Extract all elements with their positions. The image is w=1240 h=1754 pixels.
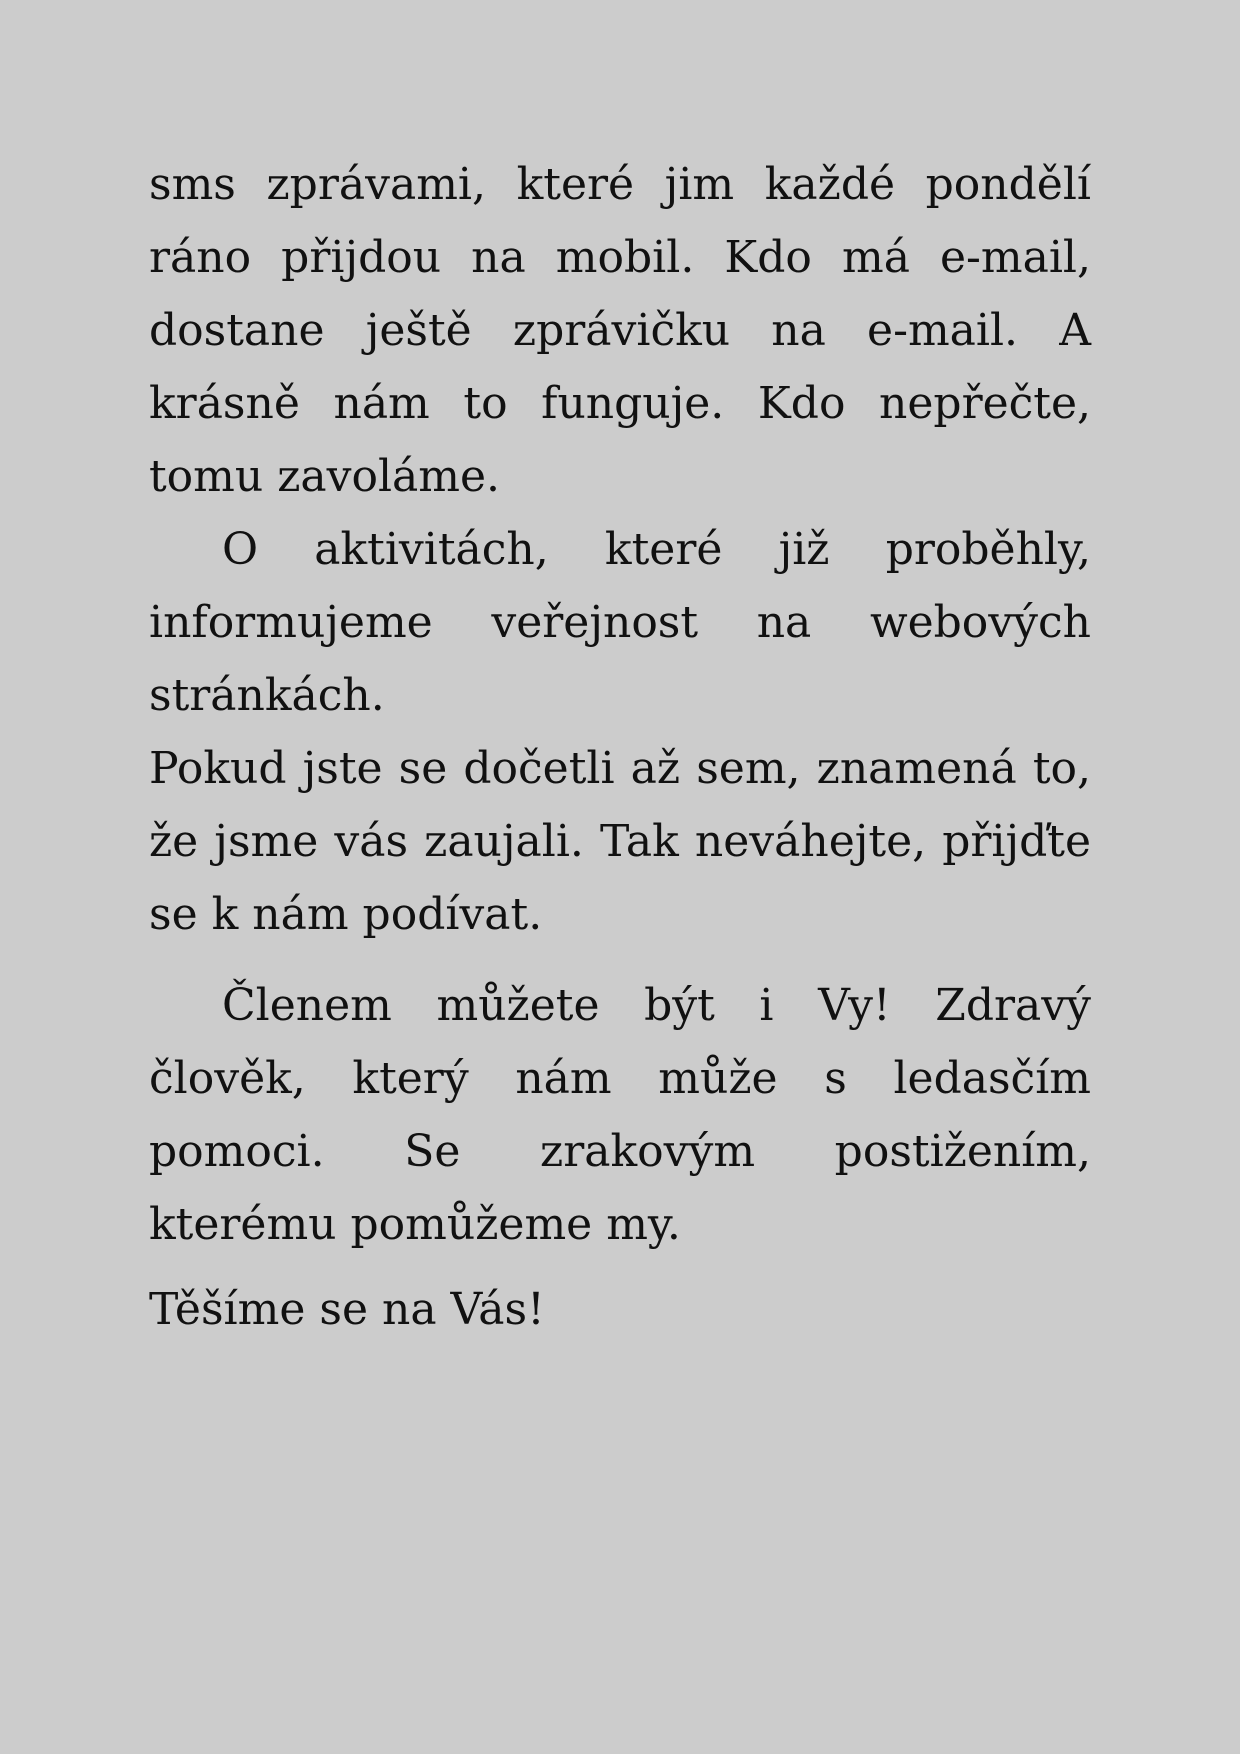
paragraph-membership: Členem můžete být i Vy! Zdravý člověk, který nám může s ledasčím pomoci. Se zrakovým postižením, kterému pomůžeme my. bbox=[149, 980, 1091, 1250]
paragraph-closing: Těšíme se na Vás! bbox=[149, 1284, 545, 1335]
paragraph-invitation: Pokud jste se dočetli až sem, znamená to, že jsme vás zaujali. Tak neváhejte, přijďte se k nám podívat. bbox=[149, 743, 1091, 940]
paragraph-activities: O aktivitách, které již proběhly, informujeme veřejnost na webových stránkách. bbox=[149, 524, 1091, 721]
paragraph-sms-messages: sms zprávami, které jim každé pondělí ráno přijdou na mobil. Kdo má e-mail, dostane ještě zprávičku na e-mail. A krásně nám to funguje. Kdo nepřečte, tomu zavoláme. bbox=[149, 159, 1091, 502]
document-page bbox=[149, 148, 1091, 1346]
